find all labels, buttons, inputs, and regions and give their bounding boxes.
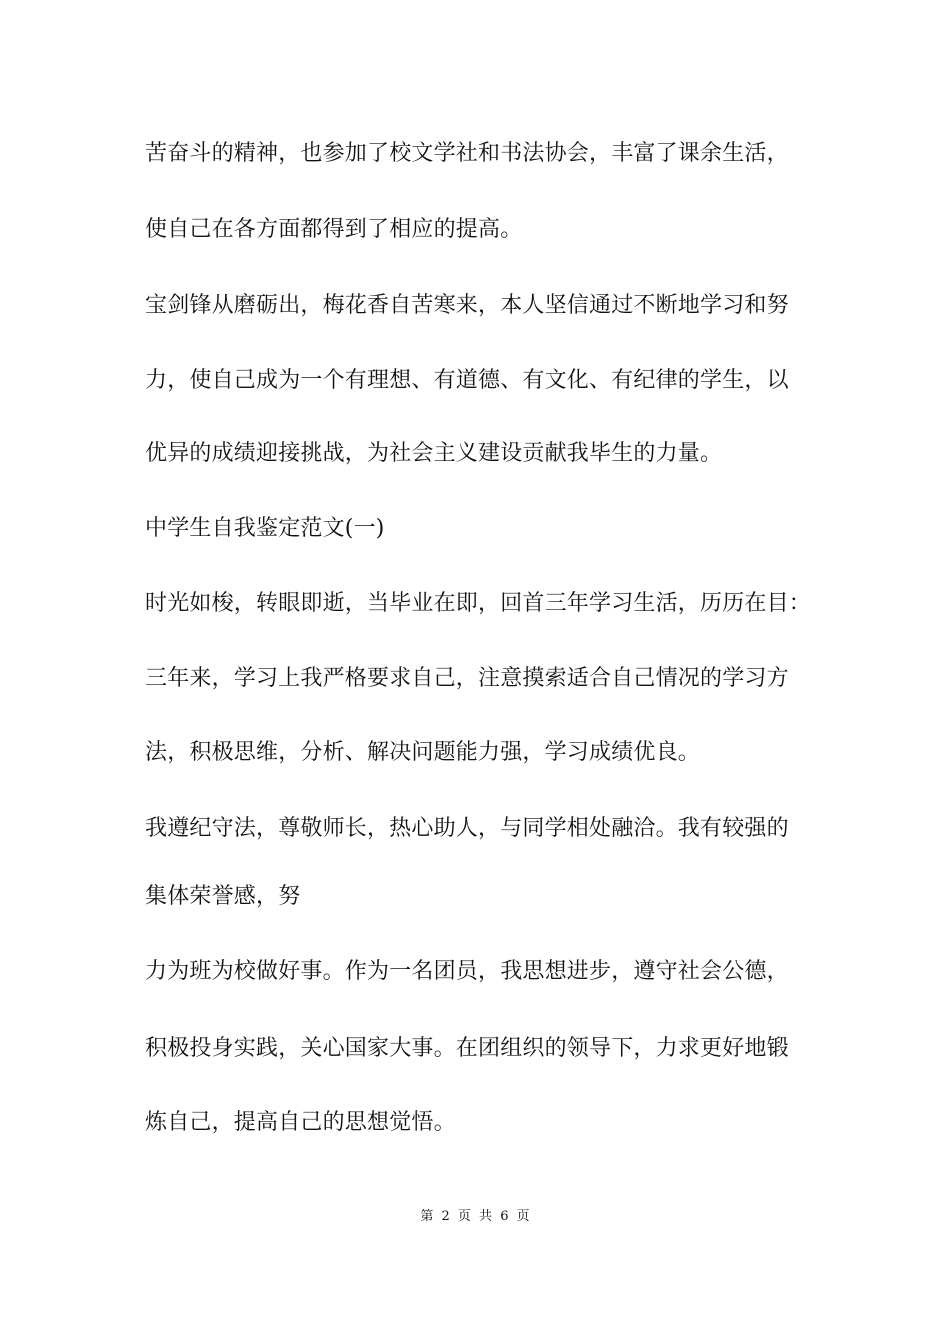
body-text-line: 我遵纪守法，尊敬师长，热心助人，与同学相处融洽。我有较强的 [145,816,789,841]
body-text-line: 使自己在各方面都得到了相应的提高。 [145,217,523,242]
body-text-line: 积极投身实践，关心国家大事。在团组织的领导下，力求更好地锻 [145,1036,789,1061]
body-text-line: 力为班为校做好事。作为一名团员，我思想进步，遵守社会公德， [145,959,789,984]
body-text-line: 时光如梭，转眼即逝，当毕业在即，回首三年学习生活，历历在目： [145,591,812,616]
body-text-line: 炼自己，提高自己的思想觉悟。 [145,1110,456,1135]
body-text-line: 法，积极思维，分析、解决问题能力强，学习成绩优良。 [145,740,701,765]
body-text-line: 苦奋斗的精神，也参加了校文学社和书法协会，丰富了课余生活， [145,141,789,166]
body-text-line: 宝剑锋从磨砺出，梅花香自苦寒来，本人坚信通过不断地学习和努 [145,293,789,318]
body-text-line: 三年来，学习上我严格要求自己，注意摸索适合自己情况的学习方 [145,666,789,691]
body-text-line: 力，使自己成为一个有理想、有道德、有文化、有纪律的学生，以 [145,368,789,393]
body-text-line: 优异的成绩迎接挑战，为社会主义建设贡献我毕生的力量。 [145,441,723,466]
body-text-line: 集体荣誉感，努 [145,884,301,909]
section-heading: 中学生自我鉴定范文(一) [145,516,385,541]
page-number-footer: 第 2 页 共 6 页 [420,1209,530,1224]
